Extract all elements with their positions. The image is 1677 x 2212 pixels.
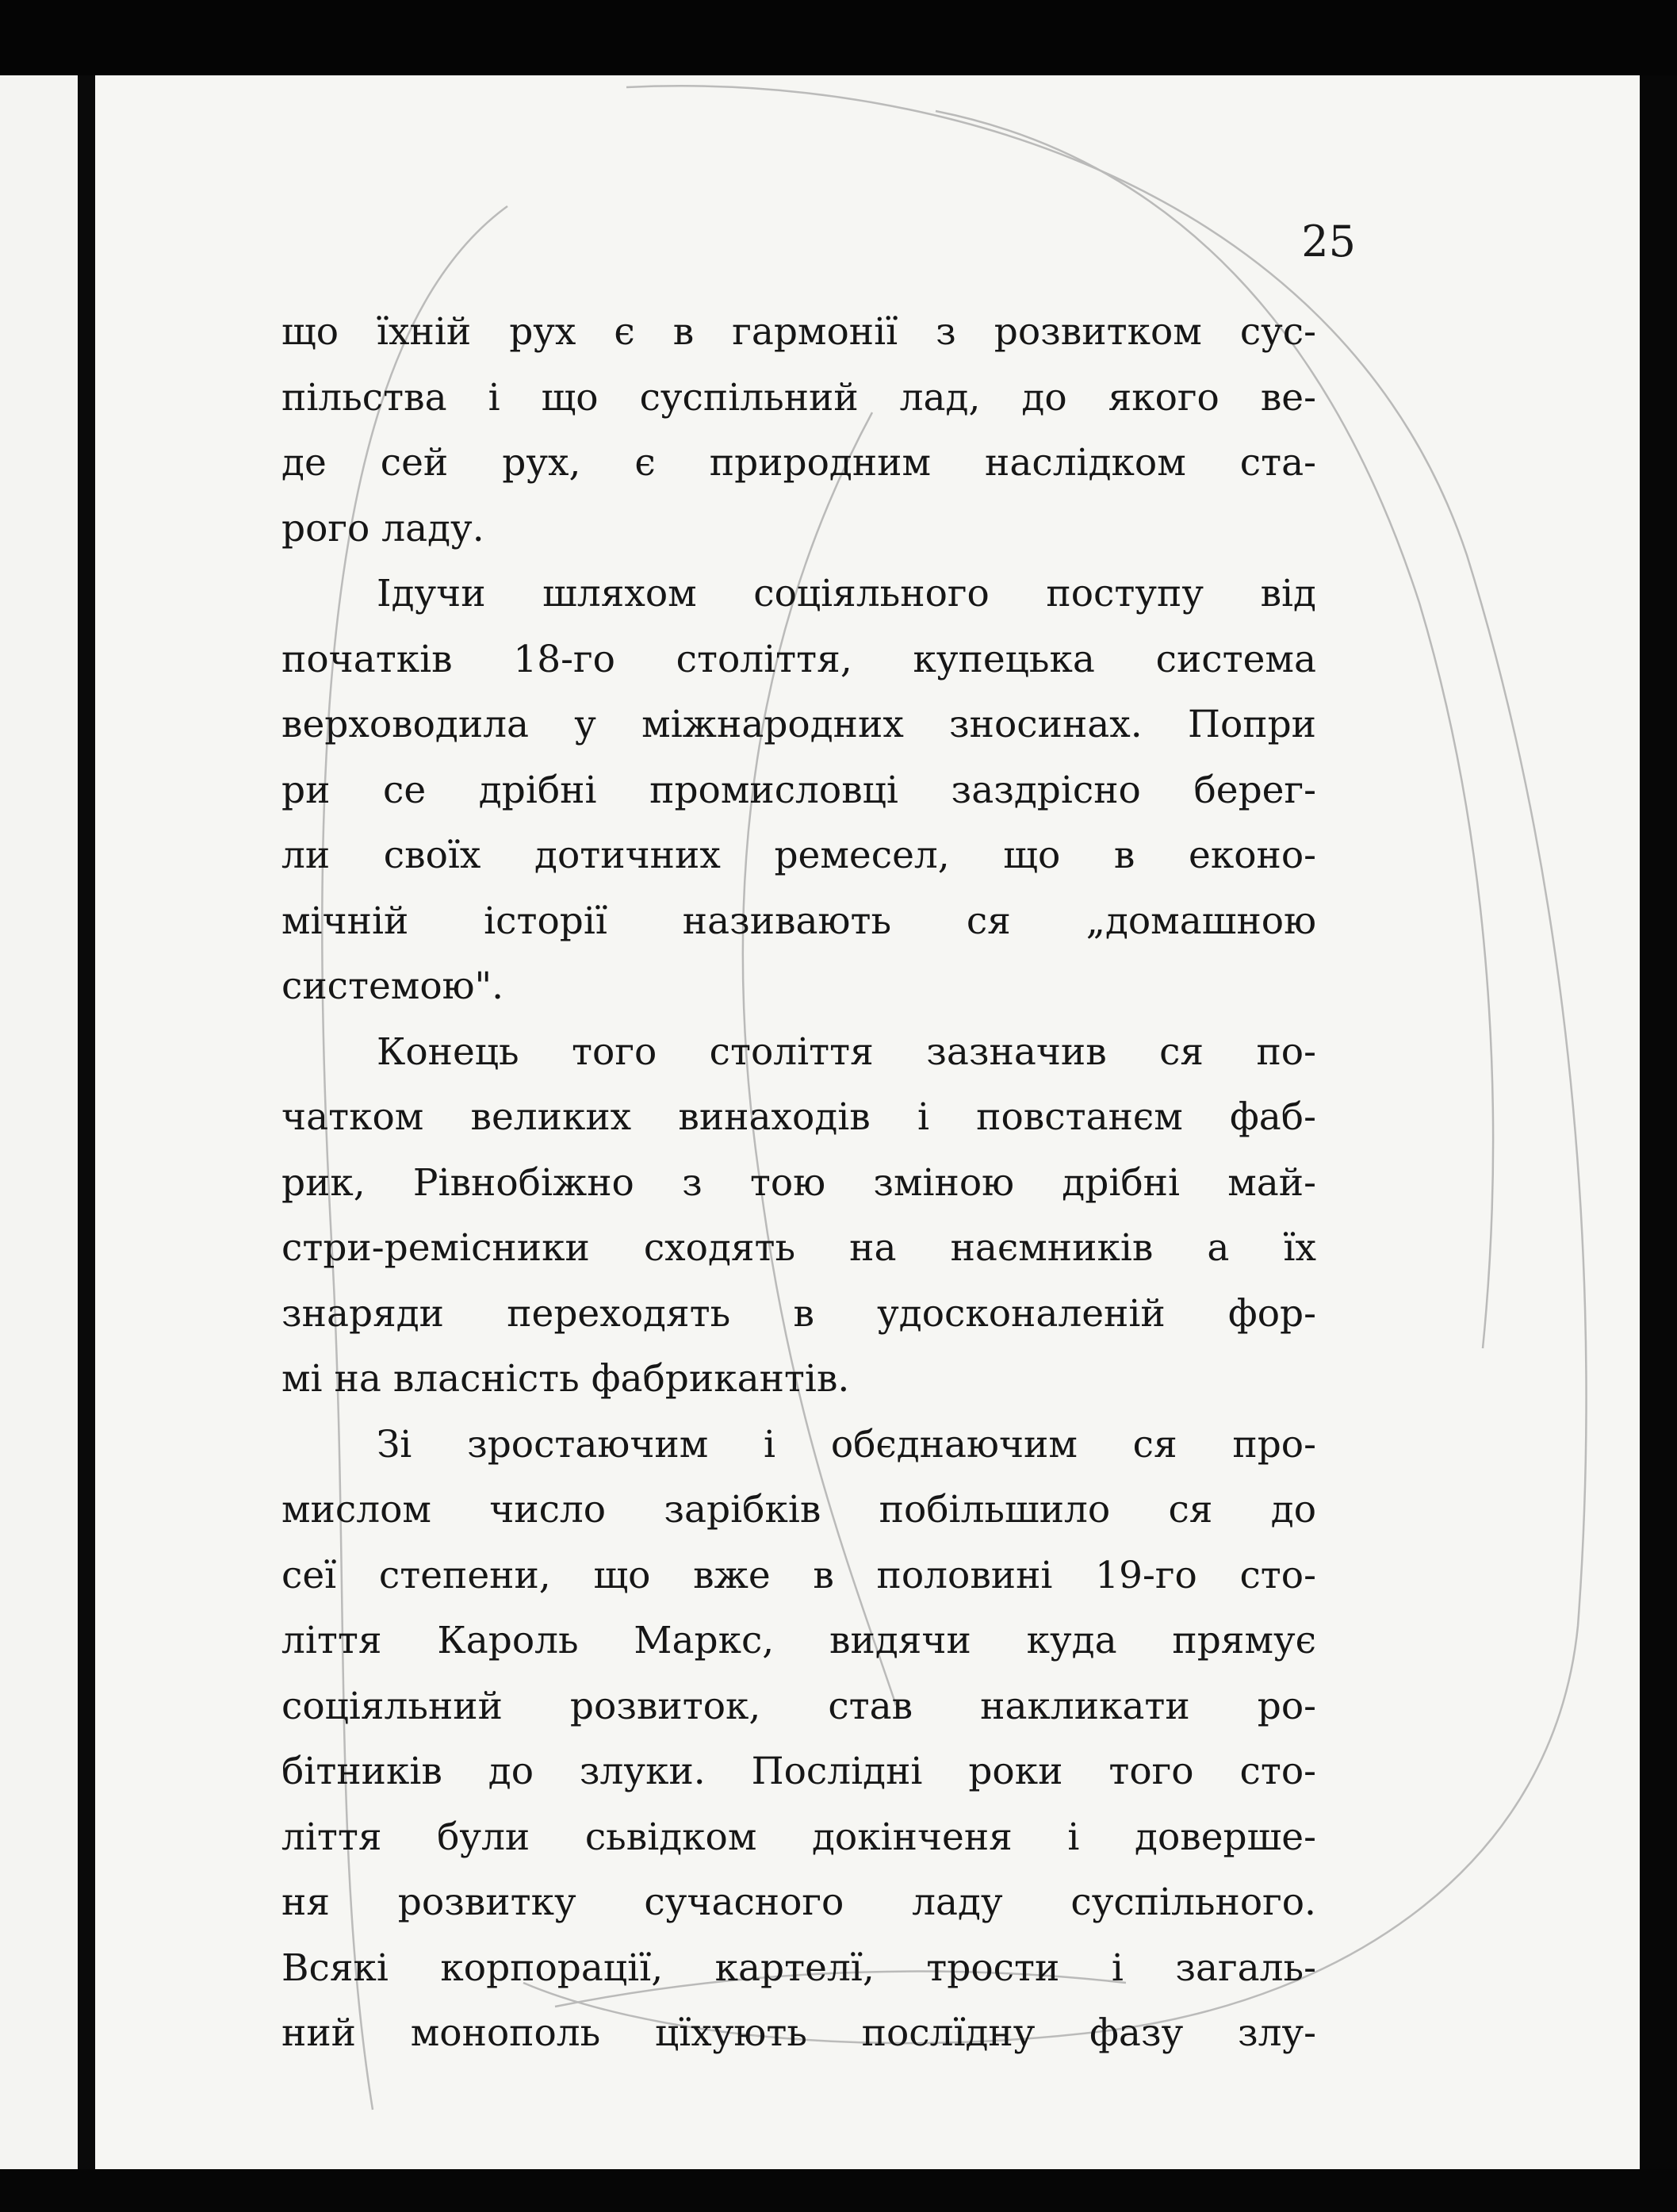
- text-line: Конець того століття зазначив ся по-: [377, 1029, 1316, 1074]
- text-line: рого ладу.: [281, 506, 484, 550]
- text-line: мічній історії називають ся „домашною: [281, 899, 1316, 943]
- text-line: ліття Кароль Маркс, видячи куда прямує: [281, 1619, 1316, 1662]
- text-line: знаряди переходять в удосконаленій фор-: [281, 1291, 1316, 1336]
- text-line: верховодила у міжнародних зносинах. Попри: [281, 703, 1316, 746]
- text-line: соціяльний розвиток, став накликати ро-: [281, 1684, 1316, 1728]
- text-line: чатком великих винаходів і повстанєм фаб-: [281, 1095, 1316, 1139]
- text-line: ли своїх дотичних ремесел, що в еконо-: [281, 834, 1316, 877]
- scan-border-bottom: [0, 2169, 1677, 2212]
- text-line: що їхній рух є в гармонії з розвитком сус-: [281, 310, 1316, 354]
- text-line: Всякі корпорації, картелї, трости і загаль-: [281, 1946, 1316, 1990]
- text-line: системою".: [281, 964, 504, 1008]
- text-line: початків 18-го століття, купецька система: [281, 637, 1316, 681]
- text-line: ня розвитку сучасного ладу суспільного.: [281, 1880, 1316, 1924]
- book-spine: [78, 75, 95, 2169]
- body-text: [281, 300, 1316, 2067]
- text-line: ний монополь цїхують послїдну фазу злу-: [281, 2011, 1316, 2055]
- text-line: стри-ремісники сходять на наємників а їх: [281, 1226, 1316, 1270]
- scan-border-right: [1640, 75, 1677, 2212]
- text-line: сеї степени, що вже в половині 19-го сто-: [281, 1553, 1316, 1597]
- text-line: Зі зростаючим і обєднаючим ся про-: [377, 1422, 1316, 1466]
- previous-page-edge: [0, 75, 78, 2169]
- text-line: Ідучи шляхом соціяльного поступу від: [377, 572, 1316, 615]
- text-line: бітників до злуки. Послідні роки того сто-: [281, 1750, 1316, 1793]
- text-line: мі на власність фабрикантів.: [281, 1357, 850, 1401]
- text-line: ри се дрібні промисловці заздрісно берег-: [281, 768, 1316, 812]
- text-line: пільства і що суспільний лад, до якого ве-: [281, 375, 1316, 420]
- text-line: де сей рух, є природним наслідком ста-: [281, 441, 1316, 485]
- text-line: ліття були сьвідком докінченя і доверше-: [281, 1815, 1316, 1859]
- text-line: мислом число зарібків побільшило ся до: [281, 1488, 1316, 1532]
- page-number: 25: [1301, 217, 1356, 266]
- text-line: рик, Рівнобіжно з тою зміною дрібні май-: [281, 1160, 1316, 1205]
